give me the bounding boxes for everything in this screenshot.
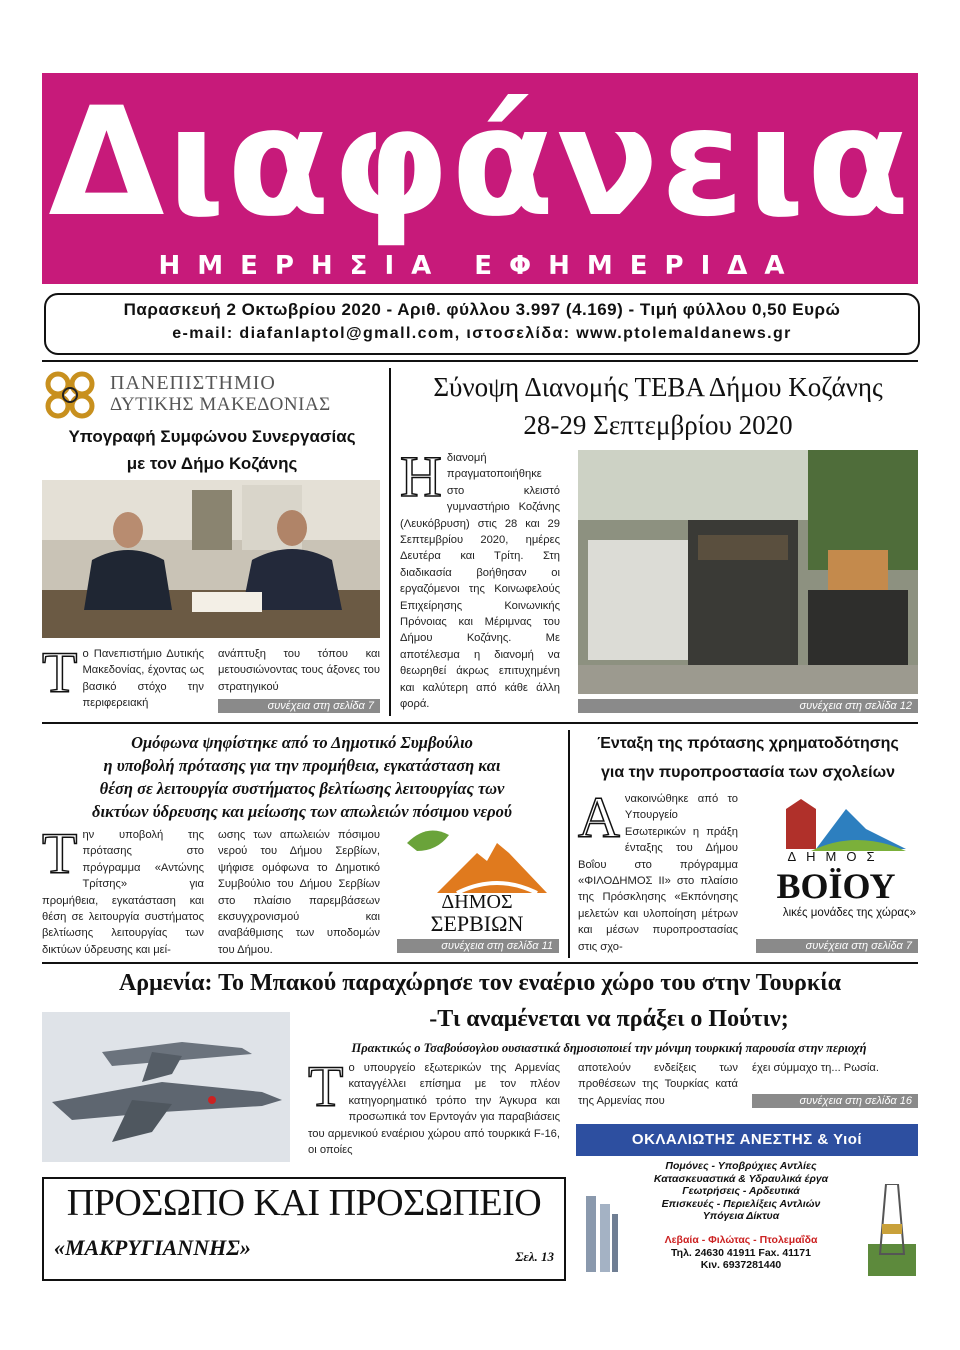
university-name-2: ΔΥΤΙΚΗΣ ΜΑΚΕΔΟΝΙΑΣ [110, 394, 331, 415]
ad-line: Κατασκευαστικά & Υδραυλικά έργα [653, 1172, 829, 1185]
dropcap: Τ [42, 821, 78, 886]
continued-link[interactable]: συνέχεια στη σελίδα 11 [397, 939, 559, 953]
column-page: Σελ. 13 [515, 1249, 554, 1264]
ad-location: Λεβαία - Φιλώτας - Πτολεμαΐδα [664, 1234, 818, 1246]
headline-line: Το Μπακού παραχώρησε τον εναέριο χώρο του στην Τουρκία [218, 970, 842, 996]
continued-link[interactable]: συνέχεια στη σελίδα 16 [752, 1094, 918, 1108]
headline-line: δικτύων ύδρευσης και μείωσης των απωλειών πόσιμου νερού [92, 802, 512, 821]
university-name-1: ΠΑΝΕΠΙΣΤΗΜΙΟ [110, 372, 276, 394]
article-text: ο υπουργείο εξωτερικών της Αρμενίας καταγγέλλει επίσημα με τον πλέον κατηγορηματικό τρόπο την Άγκυρα και προσωπικά τον Ερντογάν για παραβιάσεις του αρμενικού εναέριου χώρου από τουρκικά F-16, οι οποίες [308, 1062, 560, 1157]
article-text: διανομή πραγματοποιήθηκε στο κλειστό γυμναστήριο Κοζάνης (Λευκόβρυση) στις 28 και 29 Σεπτεμβρίου 2020, ημέρες Δευτέρα και Τρίτη. Στη διαδικασία βοήθησαν οι εργαζόμενοι της Κοινωφελούς Επιχείρησης Κοινωνικής Πρόνοιας και Μέριμνας του Δήμου Κοζάνης. Με αποτέλεσμα η διανομή να θεωρηθεί άκρως επιτυχημένη και καλύτερη από κάθε άλλη φορά. [400, 452, 560, 711]
headline-line: για την πυροπροστασία των σχολείων [601, 764, 895, 781]
headline-line: Υπογραφή Συμφώνου Συνεργασίας [68, 427, 356, 446]
continued-link[interactable]: συνέχεια στη σελίδα 12 [578, 699, 918, 713]
headline-line: Ομόφωνα ψηφίστηκε από το Δημοτικό Συμβούλιο [131, 733, 473, 752]
column-box [42, 1177, 566, 1281]
article-teva [398, 370, 918, 715]
article-text: λικές μονάδες της χώρας» [782, 907, 916, 919]
dropcap: Τ [308, 1054, 344, 1119]
article-text: αποτελούν ενδείξεις των προθέσεων της Τουρκίας κατά της Αρμενίας που [578, 1062, 738, 1107]
divider [389, 368, 391, 716]
continued-link[interactable]: συνέχεια στη σελίδα 7 [218, 699, 380, 713]
newspaper-title: Διαφάνεια [48, 76, 912, 250]
ad-phone: Τηλ. 24630 41911 Fax. 41171 [671, 1246, 811, 1259]
headline-line: Σύνοψη Διανομής ΤΕΒΑ Δήμου Κοζάνης [433, 372, 883, 402]
ad-title: ΟΚΛΑΛΙΩΤΗΣ ΑΝΕΣΤΗΣ & Υιοί [631, 1131, 863, 1148]
ad-line: Επισκευές - Περιελίξεις Αντλιών [661, 1197, 821, 1210]
masthead [42, 73, 918, 284]
headline-line: με τον Δήμο Κοζάνης [126, 454, 298, 473]
voio-logo-text: ΔΗΜΟΣ [787, 849, 885, 864]
column-author: «ΜΑΚΡΥΓΙΑΝΝΗΣ» [54, 1235, 251, 1260]
dropcap: Η [400, 444, 442, 509]
armenia-headline [42, 970, 918, 997]
headline-line: θέση σε λειτουργία συστήματος βελτίωσης λειτουργίας των [99, 779, 505, 798]
servia-logo-text: ΣΕΡΒΙΩΝ [430, 911, 524, 936]
article-university [42, 370, 382, 715]
continued-link[interactable]: συνέχεια στη σελίδα 7 [756, 939, 918, 953]
voio-logo-text: ΒΟΪΟΥ [776, 866, 896, 906]
headline-line: Ένταξη της πρότασης χρηματοδότησης [597, 735, 899, 752]
article-text: ην υποβολή της πρότασης στο πρόγραμμα «Αντώνης Τρίτσης» για προμήθεια, εγκατάσταση και θέση σε λειτουργία συστήματος βελτίωσης λειτουργίας των δικτύων ύδρευσης και μεί- [42, 829, 204, 956]
pump-icon [580, 1194, 620, 1274]
dropcap: Τ [42, 640, 78, 705]
headline-line: η υποβολή πρότασης για την προμήθεια, εγκατάσταση και [103, 756, 501, 775]
issue-date-line: Παρασκευή 2 Οκτωβρίου 2020 - Αριθ. φύλλου 3.997 (4.169) - Τιμή φύλλου 0,50 Ευρώ [123, 300, 841, 319]
article-text: ο Πανεπιστήμιο Δυτικής Μακεδονίας, έχοντας ως βασικό στόχο την περιφερειακή [82, 648, 204, 710]
armenia-subhead: Πρακτικώς ο Τσαβούσογλου ουσιαστικά δημοσιοποιεί την μόνιμη τουρκική παρουσία στην περιοχή [351, 1041, 867, 1055]
university-logo-icon [42, 370, 98, 420]
headline-line: 28-29 Σεπτεμβρίου 2020 [523, 410, 793, 440]
headline-line: -Τι αναμένεται να πράξει ο Πούτιν; [429, 1006, 789, 1032]
article-servia [42, 733, 562, 958]
f16-photo [42, 1012, 290, 1162]
divider [42, 722, 918, 724]
ad-mobile: Κιν. 6937281440 [700, 1259, 782, 1271]
drilling-rig-icon [868, 1184, 916, 1276]
article-text: έχει σύμμαχο τη... Ρωσία. [752, 1062, 879, 1074]
issue-info-box [44, 293, 920, 355]
contact-line: e-mail: diafanlaptol@gmall.com, ιστοσελίδα: www.ptolemaldanews.gr [172, 325, 792, 342]
advertisement [576, 1124, 918, 1278]
dropcap: Α [578, 785, 620, 850]
ad-line: Πομόνες - Υποβρύχιες Αντλίες [665, 1160, 817, 1172]
divider [42, 360, 918, 362]
article-text: ανάπτυξη του τόπου και μετουσιώνοντας τους άξονες του στρατηγικού [218, 648, 380, 693]
ad-line: Γεωτρήσεις - Αρδευτικά [682, 1185, 800, 1197]
divider [42, 962, 918, 964]
divider [568, 730, 570, 958]
ad-line: Υπόγεια Δίκτυα [702, 1210, 780, 1222]
article-text: νακοινώθηκε από το Υπουργείο Εσωτερικών η πράξη ένταξης του Δήμου Βοΐου στο πρόγραμμα «ΦΙΛΟΔΗΜΟΣ ΙΙ» στο πλαίσιο της Πρόσκλησης «Εκπόνησης μελετών και υλοποίηση μέτρων και μέσων πυροπροστασίας στις σχο- [578, 793, 738, 953]
headline-kicker: Αρμενία: [118, 970, 213, 996]
servia-logo-text: ΔΗΜΟΣ [441, 891, 513, 913]
column-title: ΠΡΟΣΩΠΟ ΚΑΙ ΠΡΟΣΩΠΕΙΟ [66, 1182, 542, 1224]
distribution-photo [578, 450, 918, 694]
article-text: ωσης των απωλειών πόσιμου νερού του Δήμου Σερβίων, ψήφισε ομόφωνα το Δημοτικό Συμβούλιο του Δήμου Σερβίων στο πλαίσιο παρεμβάσεων εκσυγχρονισμού και αναβάθμισης των υποδομών του Δήμου. [218, 829, 380, 956]
signing-photo [42, 480, 380, 638]
article-voio [578, 733, 918, 958]
newspaper-subtitle: ΗΜΕΡΗΣΙΑ ΕΦΗΜΕΡΙΔΑ [158, 251, 802, 281]
